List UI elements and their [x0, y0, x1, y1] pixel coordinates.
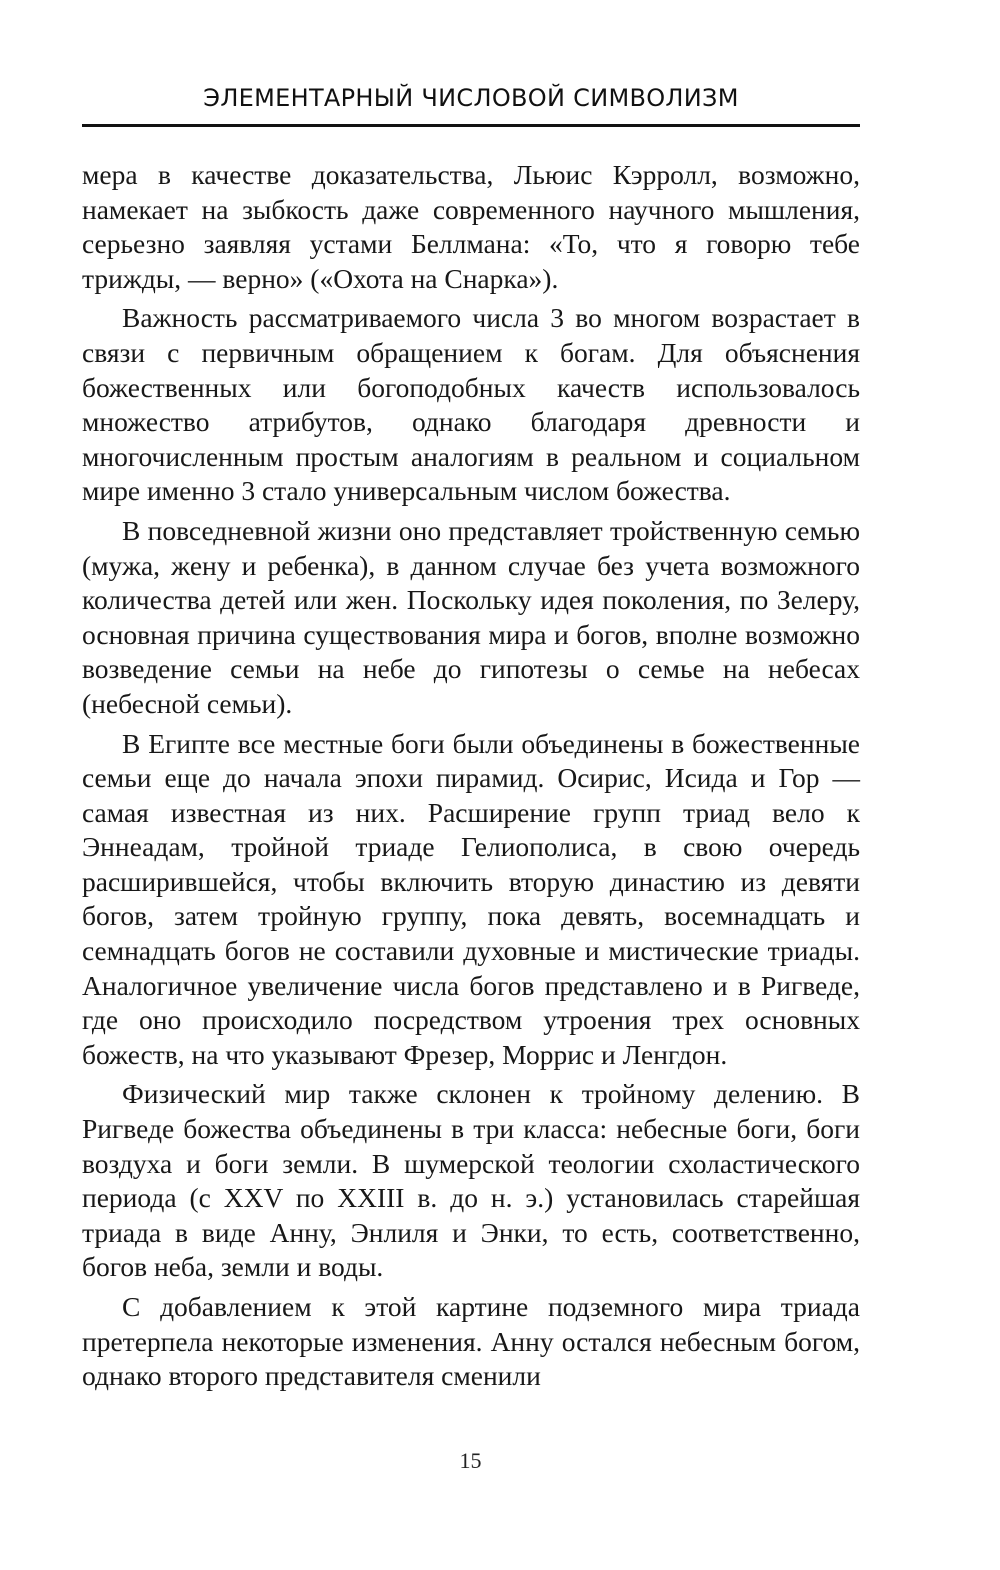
paragraph: Важность рассматриваемого числа 3 во многом возрастает в связи с первичным обращением к богам. Для объяснения божественных или богоподобных качеств использовалось множество атрибутов, однако благодаря древности и многочисленным простым аналогиям в реальном и социальном мире именно 3 стало универсальным числом божества.	[82, 302, 860, 507]
paragraph: В повседневной жизни оно представляет тройственную семью (мужа, жену и ребенка), в данном случае без учета возможного количества детей или жен. Поскольку идея поколения, по Зелеру, основная причина существования мира и богов, вполне возможно возведение семьи на небе до гипотезы о семье на небесах (небесной семьи).	[82, 514, 860, 719]
paragraph: Физический мир также склонен к тройному делению. В Ригведе божества объединены в три класса: небесные боги, боги воздуха и боги земли. В шумерской теологии схоластического периода (с XXV по XXIII в. до н. э.) установилась старейшая триада в виде Анну, Энлиля и Энки, то есть, соответственно, богов неба, земли и воды.	[82, 1078, 860, 1283]
header-rule	[82, 124, 860, 127]
body-text	[82, 158, 860, 1399]
page-number: 15	[459, 1448, 482, 1473]
running-head: ЭЛЕМЕНТАРНЫЙ ЧИСЛОВОЙ СИМВОЛИЗМ	[203, 84, 739, 112]
paragraph: В Египте все местные боги были объединены в божественные семьи еще до начала эпохи пирамид. Осирис, Исида и Гор — самая известная из них. Расширение групп триад вело к Эннеадам, тройной триаде Гелиополиса, в свою очередь расширившейся, чтобы включить вторую династию из девяти богов, затем тройную группу, пока девять, восемнадцать и семнадцать богов не составили духовные и мистические триады. Аналогичное увеличение числа богов представлено и в Ригведе, где оно происходило посредством утроения трех основных божеств, на что указывают Фрезер, Моррис и Ленгдон.	[82, 727, 860, 1070]
paragraph: С добавлением к этой картине подземного мира триада претерпела некоторые изменения. Анну остался небесным богом, однако второго представителя сменили	[82, 1291, 860, 1392]
paragraph: мера в качестве доказательства, Льюис Кэрролл, возможно, намекает на зыбкость даже современного научного мышления, серьезно заявляя устами Беллмана: «То, что я говорю тебе трижды, — верно» («Охота на Снарка»).	[82, 159, 860, 294]
